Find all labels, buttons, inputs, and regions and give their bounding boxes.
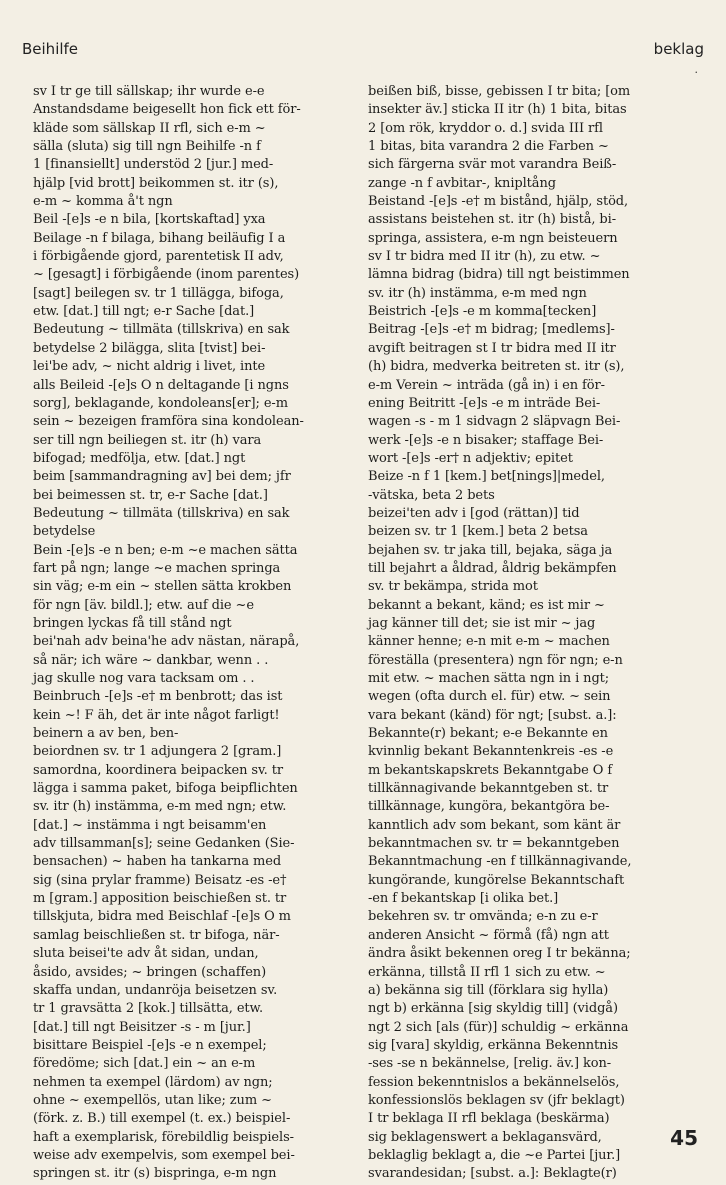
dictionary-line: wegen (ofta durch el. für) etw. ~ sein — [368, 689, 611, 705]
dictionary-line: kanntlich adv som bekant, som känt är — [368, 817, 621, 833]
dictionary-line: springa, assistera, e-m ngn beisteuern — [368, 230, 618, 246]
dictionary-line: beklaglig beklagt a, die ~e Partei [jur.] — [368, 1147, 621, 1163]
dictionary-line: Beilage -n f bilaga, bihang beiläufig I a — [33, 230, 286, 246]
dictionary-line: 2 [om rök, kryddor o. d.] svida III rfl — [368, 120, 603, 136]
dictionary-line: sälla (sluta) sig till ngn Beihilfe -n f — [33, 139, 261, 155]
dictionary-line: sein ~ bezeigen framföra sina kondolean- — [33, 414, 304, 430]
dictionary-line: sorg], beklagande, kondoleans[er]; e-m — [33, 395, 288, 411]
dictionary-line: Anstandsdame beigesellt hon fick ett för- — [33, 102, 301, 118]
dictionary-line: i förbigående gjord, parentetisk II adv, — [33, 249, 284, 265]
dictionary-line: åsido, avsides; ~ bringen (schaffen) — [33, 964, 267, 980]
dictionary-line: lei'be adv, ~ nicht aldrig i livet, inte — [33, 359, 266, 375]
dictionary-line: I tr beklaga II rfl beklaga (beskärma) — [368, 1111, 610, 1127]
dictionary-line: bei beimessen st. tr, e-r Sache [dat.] — [33, 487, 268, 503]
dictionary-line: -ses -se n bekännelse, [relig. äv.] kon- — [368, 1056, 612, 1072]
dictionary-line: så när; ich wäre ~ dankbar, wenn . . — [33, 652, 269, 668]
dictionary-line: werk -[e]s -e n bisaker; staffage Bei- — [368, 432, 604, 448]
dictionary-line: ~ [gesagt] i förbigående (inom parentes) — [33, 267, 300, 283]
dictionary-line: sv. itr (h) instämma, e-m med ngn; etw. — [33, 799, 287, 815]
dictionary-line: sin väg; e-m ein ~ stellen sätta krokben — [33, 579, 292, 595]
dictionary-line: sig [vara] skyldig, erkänna Bekenntnis — [368, 1037, 619, 1053]
dictionary-line: sich färgerna svär mot varandra Beiß- — [368, 157, 617, 173]
dictionary-line: tillkännagivande bekanntgeben st. tr — [368, 781, 609, 797]
dictionary-line: hjälp [vid brott] beikommen st. itr (s), — [33, 175, 279, 191]
dictionary-line: zange -n f avbitar-, knipltång — [368, 175, 556, 191]
dictionary-line: ening Beitritt -[e]s -e m inträde Bei- — [368, 395, 601, 411]
dictionary-line: m bekantskapskrets Bekanntgabe O f — [368, 762, 613, 778]
dictionary-line: (h) bidra, medverka beitreten st. itr (s), — [368, 359, 625, 375]
dictionary-line: fession bekenntnislos a bekännelselös, — [368, 1074, 620, 1090]
dictionary-line: känner henne; e-n mit e-m ~ machen — [368, 634, 610, 650]
dictionary-line: ser till ngn beiliegen st. itr (h) vara — [33, 432, 262, 448]
dictionary-line: bekanntmachen sv. tr = bekanntgeben — [368, 836, 620, 852]
dictionary-line: Bedeutung ~ tillmäta (tillskriva) en sak — [33, 505, 290, 521]
dictionary-line: lägga i samma paket, bifoga beipflichten — [33, 781, 298, 797]
dictionary-line: wort -[e]s -er† n adjektiv; epitet — [368, 450, 573, 466]
dictionary-line: betydelse — [33, 524, 96, 540]
dictionary-line: mit etw. ~ machen sätta ngn in i ngt; — [368, 671, 610, 686]
dictionary-line: sv. tr bekämpa, strida mot — [368, 579, 538, 595]
dictionary-line: [sagt] beilegen sv. tr 1 tillägga, bifoga, — [33, 285, 284, 301]
right-column — [368, 83, 708, 1184]
dictionary-line: Bedeutung ~ tillmäta (tillskriva) en sak — [33, 322, 290, 338]
dictionary-line: kläde som sällskap II rfl, sich e-m ~ — [33, 120, 266, 136]
dictionary-line: wagen -s - m 1 sidvagn 2 släpvagn Bei- — [368, 414, 621, 430]
dictionary-line: assistans beistehen st. itr (h) bistå, bi- — [368, 212, 617, 228]
dictionary-line: (förk. z. B.) till exempel (t. ex.) beispiel- — [33, 1111, 291, 1127]
dictionary-line: erkänna, tillstå II rfl 1 sich zu etw. ~ — [368, 964, 606, 980]
dictionary-line: kungörande, kungörelse Bekanntschaft — [368, 872, 625, 888]
dictionary-line: Beistand -[e]s -e† m bistånd, hjälp, stöd, — [368, 194, 629, 210]
dictionary-line: samordna, koordinera beipacken sv. tr — [33, 762, 283, 778]
dictionary-line: Bekanntmachung -en f tillkännagivande, — [368, 854, 632, 870]
dictionary-line: e-m Verein ~ inträda (gå in) i en för- — [368, 377, 605, 393]
dictionary-line: beiordnen sv. tr 1 adjungera 2 [gram.] — [33, 744, 282, 760]
dictionary-line: tillkännage, kungöra, bekantgöra be- — [368, 799, 610, 815]
dictionary-line: bei'nah adv beina'he adv nästan, närapå, — [33, 634, 300, 650]
dictionary-line: svarandesidan; [subst. a.]: Beklagte(r) — [368, 1166, 617, 1182]
dictionary-line: sig (sina prylar framme) Beisatz -es -e† — [33, 872, 287, 888]
dictionary-line: sv I tr ge till sällskap; ihr wurde e-e — [33, 84, 265, 99]
dictionary-line: fart på ngn; lange ~e machen springa — [33, 560, 281, 576]
dictionary-line: till bejahrt a åldrad, åldrig bekämpfen — [368, 560, 617, 576]
dictionary-line: [dat.] till ngt Beisitzer -s - m [jur.] — [33, 1019, 251, 1035]
dictionary-line: beizen sv. tr 1 [kem.] beta 2 betsa — [368, 524, 588, 540]
dictionary-line: ngt b) erkänna [sig skyldig till] (vidgå) — [368, 1001, 618, 1017]
dictionary-line: sv. itr (h) instämma, e-m med ngn — [368, 285, 587, 301]
dictionary-line: e-m ~ komma å't ngn — [33, 194, 173, 210]
dictionary-line: [dat.] ~ instämma i ngt beisamm'en — [33, 817, 267, 833]
dictionary-line: 1 bitas, bita varandra 2 die Farben ~ — [368, 139, 609, 155]
dictionary-line: tillskjuta, bidra med Beischlaf -[e]s O m — [33, 909, 291, 925]
dictionary-line: Beitrag -[e]s -e† m bidrag; [medlems]- — [368, 322, 615, 338]
dictionary-line: m [gram.] apposition beischießen st. tr — [33, 891, 287, 907]
dictionary-line: bisittare Beispiel -[e]s -e n exempel; — [33, 1037, 267, 1053]
page-marker: · — [694, 66, 698, 79]
dictionary-line: alls Beileid -[e]s O n deltagande [i ngns — [33, 377, 289, 393]
dictionary-line: bekehren sv. tr omvända; e-n zu e-r — [368, 909, 598, 925]
dictionary-line: sluta beisei'te adv åt sidan, undan, — [33, 946, 259, 962]
dictionary-line: betydelse 2 bilägga, slita [tvist] bei- — [33, 340, 266, 356]
dictionary-line: beizei'ten adv i [god (rättan)] tid — [368, 505, 580, 521]
dictionary-line: konfessionslös beklagen sv (jfr beklagt) — [368, 1092, 625, 1108]
dictionary-line: springen st. itr (s) bispringa, e-m ngn — [33, 1166, 277, 1182]
dictionary-line: bifogad; medfölja, etw. [dat.] ngt — [33, 450, 246, 466]
dictionary-line: ändra åsikt bekennen oreg I tr bekänna; — [368, 946, 631, 962]
dictionary-line: samlag beischließen st. tr bifoga, när- — [33, 927, 280, 943]
dictionary-line: jag känner till det; sie ist mir ~ jag — [368, 615, 596, 631]
dictionary-line: Beistrich -[e]s -e m komma[tecken] — [368, 304, 597, 320]
dictionary-line: anderen Ansicht ~ förmå (få) ngn att — [368, 927, 609, 943]
dictionary-line: beinern a av ben, ben- — [33, 726, 179, 742]
dictionary-line: skaffa undan, undanröja beisetzen sv. — [33, 982, 278, 998]
running-head-right: beklag — [653, 40, 704, 58]
dictionary-line: weise adv exempelvis, som exempel bei- — [33, 1147, 295, 1163]
dictionary-line: ngt 2 sich [als (für)] schuldig ~ erkänna — [368, 1019, 629, 1035]
dictionary-line: sig beklagenswert a beklagansvärd, — [368, 1129, 602, 1145]
dictionary-line: bringen lyckas få till stånd ngt — [33, 615, 232, 631]
dictionary-line: ohne ~ exempellös, utan like; zum ~ — [33, 1092, 272, 1108]
dictionary-line: sv I tr bidra med II itr (h), zu etw. ~ — [368, 249, 601, 265]
dictionary-line: beim [sammandragning av] bei dem; jfr — [33, 469, 291, 485]
dictionary-line: jag skulle nog vara tacksam om . . — [33, 671, 255, 686]
dictionary-line: föreställa (presentera) ngn för ngn; e-n — [368, 652, 623, 668]
dictionary-line: bensachen) ~ haben ha tankarna med — [33, 854, 282, 870]
dictionary-line: etw. [dat.] till ngt; e-r Sache [dat.] — [33, 304, 255, 320]
dictionary-line: lämna bidrag (bidra) till ngt beistimmen — [368, 267, 630, 283]
dictionary-line: Beil -[e]s -e n bila, [kortskaftad] yxa — [33, 212, 266, 228]
page-number: 45 — [670, 1126, 698, 1150]
dictionary-line: för ngn [äv. bildl.]; etw. auf die ~e — [33, 597, 254, 613]
dictionary-line: bekannt a bekant, känd; es ist mir ~ — [368, 597, 605, 613]
dictionary-line: avgift beitragen st I tr bidra med II itr — [368, 340, 616, 356]
dictionary-line: Beinbruch -[e]s -e† m benbrott; das ist — [33, 689, 283, 705]
dictionary-line: Bein -[e]s -e n ben; e-m ~e machen sätta — [33, 542, 298, 558]
dictionary-line: 1 [finansiellt] understöd 2 [jur.] med- — [33, 157, 274, 173]
dictionary-line: Bekannte(r) bekant; e-e Bekannte en — [368, 726, 608, 742]
dictionary-line: bejahen sv. tr jaka till, bejaka, säga ja — [368, 542, 613, 558]
dictionary-line: föredöme; sich [dat.] ein ~ an e-m — [33, 1056, 256, 1072]
dictionary-line: kein ~! F äh, det är inte något farligt! — [33, 707, 280, 723]
dictionary-line: haft a exemplarisk, förebildlig beispiels- — [33, 1129, 294, 1145]
running-head-left: Beihilfe — [22, 40, 79, 58]
dictionary-line: -vätska, beta 2 bets — [368, 487, 495, 503]
dictionary-line: kvinnlig bekant Bekanntenkreis -es -e — [368, 744, 614, 760]
dictionary-line: a) bekänna sig till (förklara sig hylla) — [368, 982, 609, 998]
dictionary-line: adv tillsamman[s]; seine Gedanken (Sie- — [33, 836, 295, 852]
left-column — [33, 83, 366, 1184]
dictionary-line: nehmen ta exempel (lärdom) av ngn; — [33, 1074, 273, 1090]
dictionary-line: insekter äv.] sticka II itr (h) 1 bita, bitas — [368, 102, 627, 118]
dictionary-line: Beize -n f 1 [kem.] bet[nings]|medel, — [368, 469, 605, 485]
dictionary-line: vara bekant (känd) för ngt; [subst. a.]: — [368, 707, 617, 723]
dictionary-line: beißen biß, bisse, gebissen I tr bita; [om — [368, 84, 631, 99]
dictionary-line: tr 1 gravsätta 2 [kok.] tillsätta, etw. — [33, 1001, 264, 1017]
dictionary-line: -en f bekantskap [i olika bet.] — [368, 891, 559, 907]
